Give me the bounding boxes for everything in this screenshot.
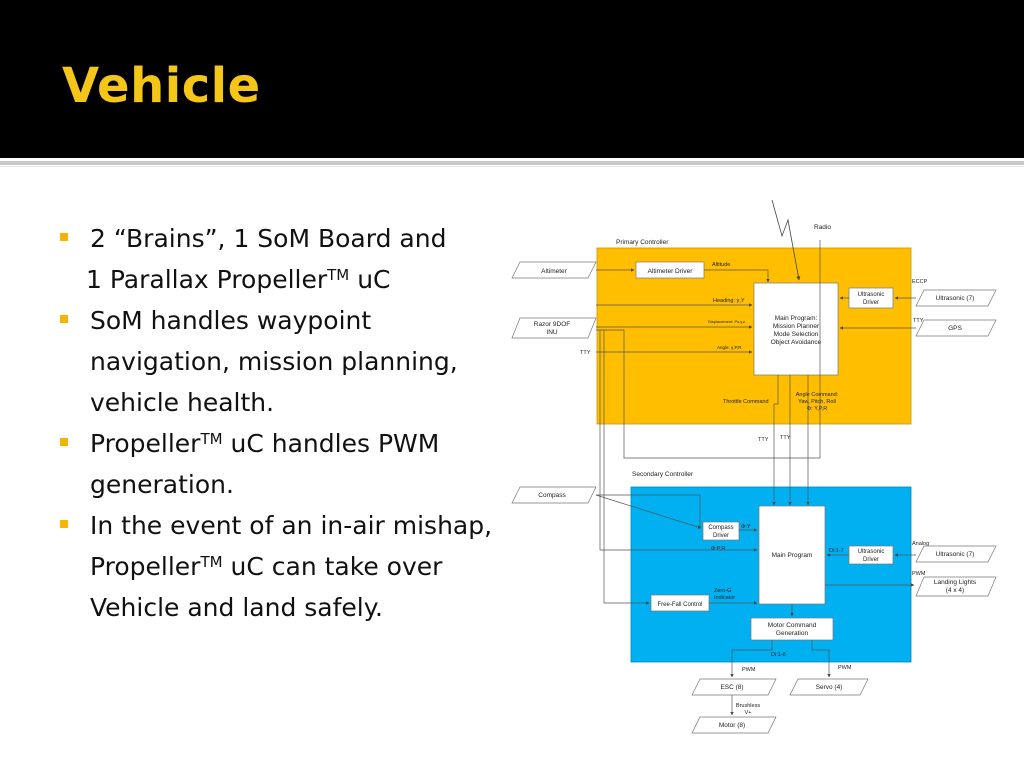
bullet-text-part: 1 Parallax Propeller — [86, 265, 328, 294]
servo-label: Servo (4) — [815, 684, 843, 691]
main-program-secondary-label: Main Program — [771, 552, 813, 559]
ultrasonic-driver-label2: Driver — [863, 300, 879, 306]
compass-driver-label2: Driver — [713, 533, 729, 539]
bullet-text-part: uC handles PWM generation. — [90, 429, 440, 499]
displacement-label: Displacement: Px,y,z — [708, 319, 746, 324]
esc-label: ESC (8) — [720, 684, 744, 691]
ultrasonic-driver-label: Ultrasonic — [857, 549, 885, 555]
angle-label: Angle: γ,P,R — [717, 345, 742, 350]
mission-planner-label: Mission Planner — [772, 323, 820, 330]
ultrasonic-label: Ultrasonic (7) — [935, 295, 975, 302]
analog-label: Analog — [912, 541, 930, 547]
tty-label: TTY — [780, 435, 791, 441]
ultrasonic-driver-label: Ultrasonic — [857, 292, 885, 298]
motor-command-label: Motor Command — [767, 622, 817, 629]
razor-label: Razor 9DOF — [533, 321, 571, 328]
bullet-text-part: In the event of an in-air mishap, Propeller — [90, 511, 493, 581]
inu-label: INU — [546, 329, 558, 336]
landing-lights-count: (4 x 4) — [945, 587, 965, 594]
main-program-label: Main Program: — [774, 315, 818, 322]
angle-command-label: Angle Command: — [795, 392, 839, 398]
bullet-text: SoM handles waypoint navigation, mission planning, vehicle health. — [90, 306, 458, 417]
zero-g-label2: Indicator — [714, 595, 736, 601]
trademark: TM — [200, 553, 223, 571]
bullet-text: 2 “Brains”, 1 SoM Board and — [90, 224, 447, 253]
di17-label: Di:1-7 — [829, 548, 844, 554]
landing-lights-label: Landing Lights — [933, 579, 977, 586]
compass-driver-label: Compass — [708, 525, 734, 531]
primary-controller-label: Primary Controller — [616, 239, 669, 246]
ultrasonic-driver-label2: Driver — [863, 557, 879, 563]
heading-label: Heading: γ,Y — [713, 298, 745, 304]
altimeter-label: Altimeter — [541, 268, 567, 275]
motor-command-label2: Generation — [775, 630, 809, 637]
mode-selection-label: Mode Selection — [773, 331, 819, 338]
secondary-controller-label: Secondary Controller — [632, 471, 694, 478]
trademark: TM — [200, 430, 223, 448]
pwm-label: PWM — [838, 665, 852, 671]
angle-command-axes: Yaw, Pitch, Roll — [798, 399, 836, 405]
compass-label: Compass — [538, 492, 566, 499]
gps-label: GPS — [948, 325, 962, 332]
radio-label: Radio — [814, 224, 831, 231]
pwm-label: PWM — [742, 667, 756, 673]
bullet-text-part: uC — [349, 265, 391, 294]
di18-label: Di:1-8 — [771, 652, 786, 658]
tty-label: TTY — [913, 318, 924, 324]
tty-label: TTY — [758, 437, 769, 443]
altitude-label: Altitude — [712, 262, 731, 268]
throttle-label: Throttle Command — [723, 399, 769, 405]
angle-command-phi: Φ: Y,P,R — [806, 406, 828, 412]
slide-title: Vehicle — [62, 58, 261, 114]
altimeter-driver-label: Altimeter Driver — [647, 268, 693, 275]
eccp-label: ECCP — [912, 279, 928, 285]
motor-label: Motor (8) — [718, 722, 746, 729]
free-fall-label: Free-Fall Control — [657, 602, 703, 608]
brushless-label: Brushless — [735, 703, 761, 709]
brushless-v-label: V+ — [744, 710, 752, 716]
phi-y-label: Φ:Y — [741, 524, 751, 530]
tty-label: TTY — [580, 350, 591, 356]
zero-g-label: Zero-G — [714, 588, 732, 594]
pwm-label: PWM — [912, 571, 926, 577]
bullet-text-part: uC can take over Vehicle and land safely. — [90, 552, 443, 622]
bullet-text-part: Propeller — [90, 429, 201, 458]
trademark: TM — [327, 266, 350, 284]
object-avoidance-label: Object Avoidance — [770, 339, 822, 346]
ultrasonic-label: Ultrasonic (7) — [935, 551, 975, 558]
phi-pr-label: Φ:P,R — [711, 546, 726, 552]
